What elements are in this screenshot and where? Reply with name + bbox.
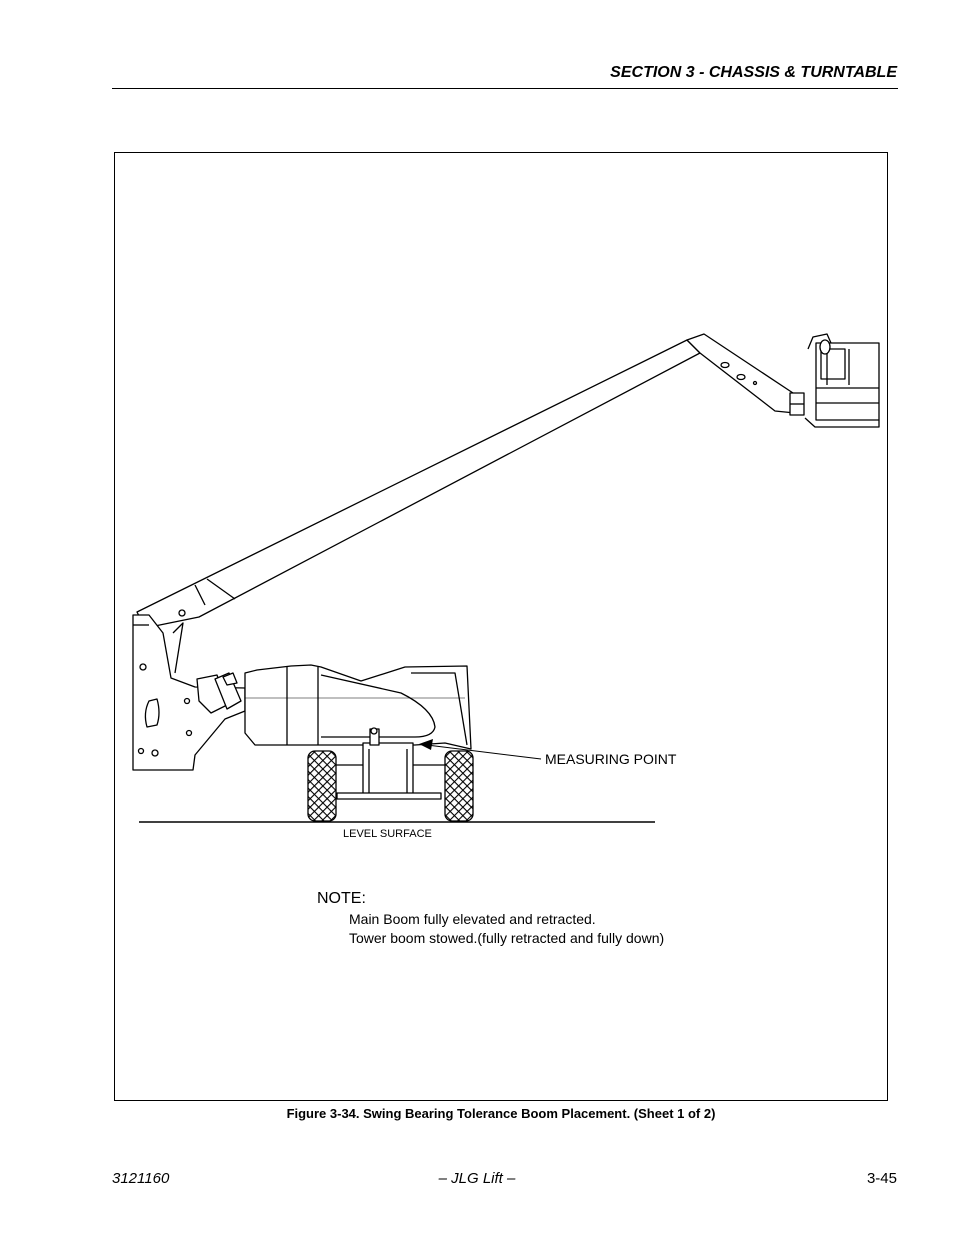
header-rule (112, 88, 898, 89)
tower-upright (133, 615, 245, 770)
measuring-point-label: MEASURING POINT (545, 751, 677, 767)
boom-lift-illustration (115, 153, 887, 1100)
figure-frame (114, 152, 888, 1101)
front-wheel (445, 751, 473, 821)
section-title: SECTION 3 - CHASSIS & TURNTABLE (610, 64, 897, 81)
level-surface-label: LEVEL SURFACE (343, 828, 432, 840)
note-heading: NOTE: (317, 890, 366, 907)
fly-jib (687, 334, 804, 415)
doc-number: 3121160 (112, 1170, 170, 1187)
turntable-hood (245, 665, 471, 749)
rear-wheel (308, 751, 336, 821)
main-boom (137, 340, 700, 628)
figure-caption: Figure 3-34. Swing Bearing Tolerance Boom Placement. (Sheet 1 of 2) (286, 1106, 716, 1121)
platform-basket (805, 334, 879, 427)
note-line-1: Main Boom fully elevated and retracted. (349, 911, 596, 927)
page-number: 3-45 (866, 1170, 897, 1187)
note-line-2: Tower boom stowed.(fully retracted and fully down) (349, 930, 665, 946)
publisher-footer: – JLG Lift – (438, 1170, 516, 1187)
